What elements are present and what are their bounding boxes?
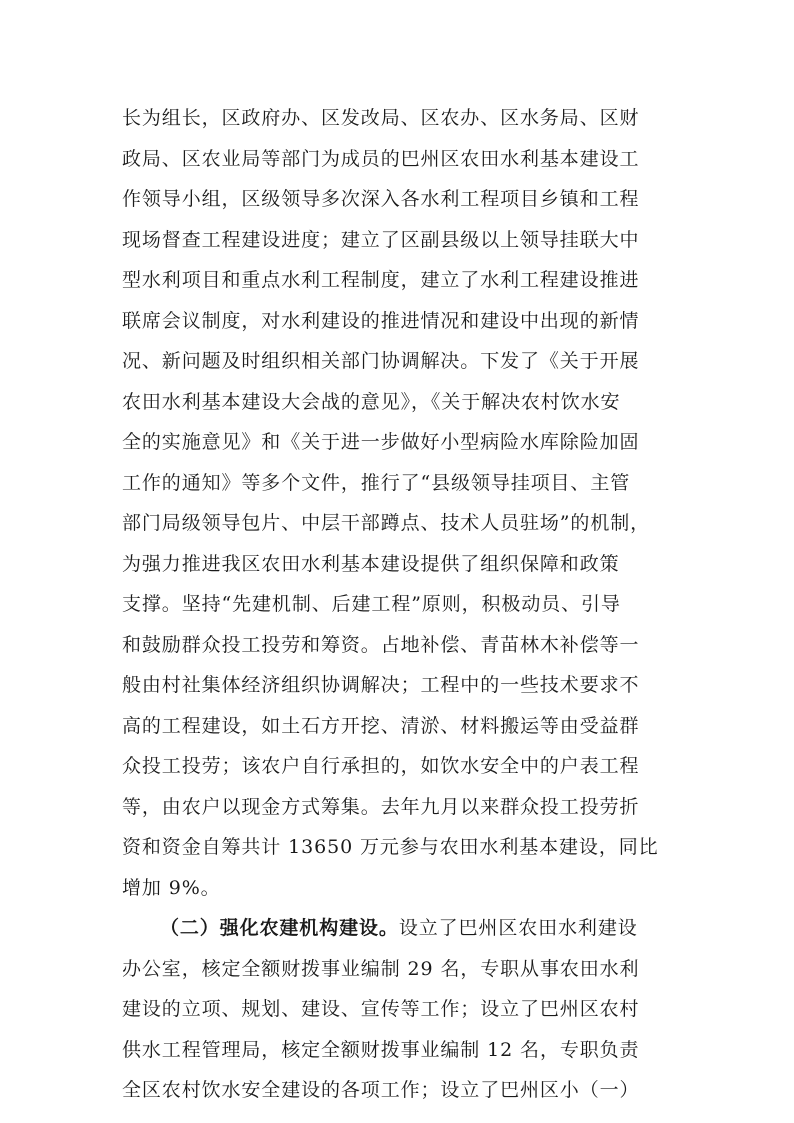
paragraph-line: 高的工程建设，如土石方开挖、清淤、材料搬运等由受益群 — [122, 714, 640, 737]
paragraph-line: 现场督查工程建设进度；建立了区副县级以上领导挂联大中 — [122, 228, 640, 251]
section-heading-line — [122, 908, 674, 949]
paragraph-line: 长为组长，区政府办、区发改局、区农办、区水务局、区财 — [122, 107, 640, 129]
paragraph-line: 况、新问题及时组织相关部门协调解决。下发了《关于开展 — [122, 350, 640, 372]
paragraph-line: 和鼓励群众投工投劳和筹资。占地补偿、青苗林木补偿等一 — [122, 633, 640, 656]
paragraph-line: 农田水利基本建设大会战的意见》，《关于解决农村饮水安 — [122, 390, 621, 413]
paragraph-line: 供水工程管理局，核定全额财拨事业编制 12 名，专职负责 — [122, 1038, 640, 1061]
paragraph-line: 工作的通知》等多个文件，推行了“县级领导挂项目、主管 — [122, 471, 631, 494]
paragraph-line: 增加 9%。 — [122, 876, 221, 899]
paragraph-line: 众投工投劳；该农户自行承担的，如饮水安全中的户表工程 — [122, 755, 640, 777]
section-heading: （二）强化农建机构建设。 — [160, 917, 399, 939]
section-heading-rest: 设立了巴州区农田水利建设 — [398, 917, 638, 939]
body-text — [122, 98, 674, 1111]
paragraph-line: 政局、区农业局等部门为成员的巴州区农田水利基本建设工 — [122, 147, 640, 170]
paragraph-line: 等，由农户以现金方式筹集。去年九月以来群众投工投劳折 — [122, 795, 640, 818]
paragraph-line: 资和资金自筹共计 13650 万元参与农田水利基本建设，同比 — [122, 836, 659, 858]
paragraph-line: 联席会议制度，对水利建设的推进情况和建设中出现的新情 — [122, 309, 640, 332]
paragraph-line: 办公室，核定全额财拨事业编制 29 名，专职从事农田水利 — [122, 957, 640, 980]
paragraph-line: 为强力推进我区农田水利基本建设提供了组织保障和政策 — [122, 552, 620, 575]
paragraph-line: 全区农村饮水安全建设的各项工作；设立了巴州区小（一） — [122, 1079, 640, 1101]
paragraph-line: 作领导小组，区级领导多次深入各水利工程项目乡镇和工程 — [122, 188, 640, 210]
paragraph-line: 部门局级领导包片、中层干部蹲点、技术人员驻场”的机制， — [122, 512, 651, 534]
paragraph-line: 型水利项目和重点水利工程制度，建立了水利工程建设推进 — [122, 269, 640, 291]
paragraph-line: 般由村社集体经济组织协调解决；工程中的一些技术要求不 — [122, 674, 640, 696]
paragraph-line: 支撑。坚持“先建机制、后建工程”原则，积极动员、引导 — [122, 593, 621, 615]
paragraph-line: 全的实施意见》和《关于进一步做好小型病险水库除险加固 — [122, 431, 640, 453]
paragraph-line: 建设的立项、规划、建设、宣传等工作；设立了巴州区农村 — [122, 998, 640, 1020]
